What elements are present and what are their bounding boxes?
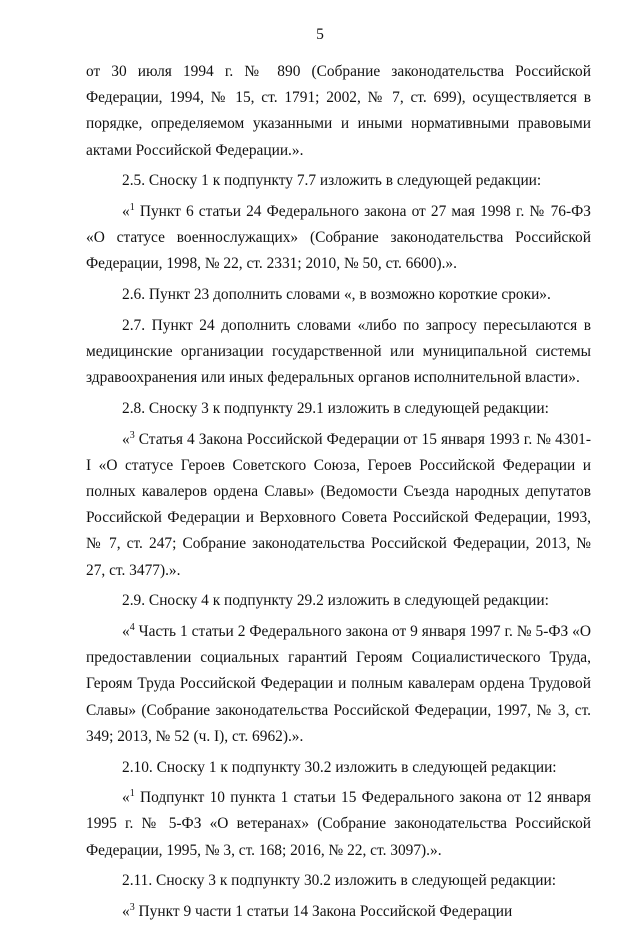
paragraph-footnote-4-text [86, 619, 591, 750]
footnote-marker: 3 [129, 429, 135, 441]
paragraph-text: 2.8. Сноску 3 к подпункту 29.1 изложить в следующей редакции: [122, 399, 549, 417]
paragraph-footnote-3-text [86, 427, 591, 584]
footnote-marker: 4 [129, 622, 135, 634]
paragraph-text: 2.7. Пункт 24 дополнить словами «либо по запросу пересылаются в медицинские организации государственной или муниципальной системы здравоохранения или иных федеральных органов исполнительной власти». [86, 316, 591, 387]
footnote-marker: 1 [129, 202, 135, 214]
opening-quote: « [122, 903, 130, 921]
paragraph-footnote-3-law [86, 899, 591, 925]
footnote-marker: 1 [129, 788, 135, 800]
paragraph-item-2-8 [86, 396, 591, 422]
paragraph-text: Пункт 6 статьи 24 Федерального закона от 27 мая 1998 г. № 76-ФЗ «О статусе военнослужащих» (Собрание законодательства Российской Федерации, 1998, № 22, ст. 2331; 2010, № 50, ст. 6600).». [86, 203, 591, 273]
paragraph-text: 2.10. Сноску 1 к подпункту 30.2 изложить в следующей редакции: [122, 758, 557, 776]
paragraph-text: от 30 июля 1994 г. № 890 (Собрание законодательства Российской Федерации, 1994, № 15, ст. 1791; 2002, № 7, ст. 699), осуществляется в порядке, определяемом указанными и иными нормативными правовыми актами Российской Федерации.». [86, 63, 591, 159]
paragraph-item-2-5 [86, 168, 591, 194]
paragraph-item-2-10 [86, 755, 591, 781]
page-number: 5 [316, 26, 324, 43]
paragraph-footnote-1-text [86, 199, 591, 278]
opening-quote: « [122, 203, 130, 221]
paragraph-text: Статья 4 Закона Российской Федерации от 15 января 1993 г. № 4301-I «О статусе Героев Советского Союза, Героев Российской Федерации и полных кавалеров ордена Славы» (Ведомости Съезда народных депутатов Российской Федерации и Верховного Совета Российской Федерации, 1993, № 7, ст. 247; Собрание законодательства Российской Федерации, 2013, № 27, ст. 3477).». [86, 430, 591, 579]
paragraph-text: 2.5. Сноску 1 к подпункту 7.7 изложить в следующей редакции: [122, 172, 542, 190]
paragraph-text: 2.11. Сноску 3 к подпункту 30.2 изложить в следующей редакции: [122, 872, 557, 890]
paragraph-item-2-11 [86, 868, 591, 894]
paragraph-continuation [86, 59, 591, 164]
paragraph-item-2-6 [86, 282, 591, 308]
paragraph-item-2-9 [86, 588, 591, 614]
paragraph-item-2-7 [86, 313, 591, 392]
opening-quote: « [122, 789, 130, 807]
document-body [86, 59, 591, 930]
opening-quote: « [122, 623, 130, 641]
paragraph-text: Подпункт 10 пункта 1 статьи 15 Федерального закона от 12 января 1995 г. № 5-ФЗ «О ветеранах» (Собрание законодательства Российской Федерации, 1995, № 3, ст. 168; 2016, № 22, ст. 3097).». [86, 789, 591, 859]
paragraph-text: 2.9. Сноску 4 к подпункту 29.2 изложить в следующей редакции: [122, 592, 549, 610]
footnote-marker: 3 [129, 902, 135, 914]
paragraph-text: Часть 1 статьи 2 Федерального закона от 9 января 1997 г. № 5-ФЗ «О предоставлении социальных гарантий Героям Социалистического Труда, Героям Труда Российской Федерации и полным кавалерам ордена Трудовой Славы» (Собрание законодательства Российской Федерации, 1997, № 3, ст. 349; 2013, № 52 (ч. I), ст. 6962).». [86, 623, 591, 745]
paragraph-footnote-1-veterans [86, 785, 591, 864]
opening-quote: « [122, 430, 130, 448]
paragraph-text: 2.6. Пункт 23 дополнить словами «, в возможно короткие сроки». [122, 286, 551, 304]
paragraph-text: Пункт 9 части 1 статьи 14 Закона Российской Федерации [134, 903, 513, 921]
